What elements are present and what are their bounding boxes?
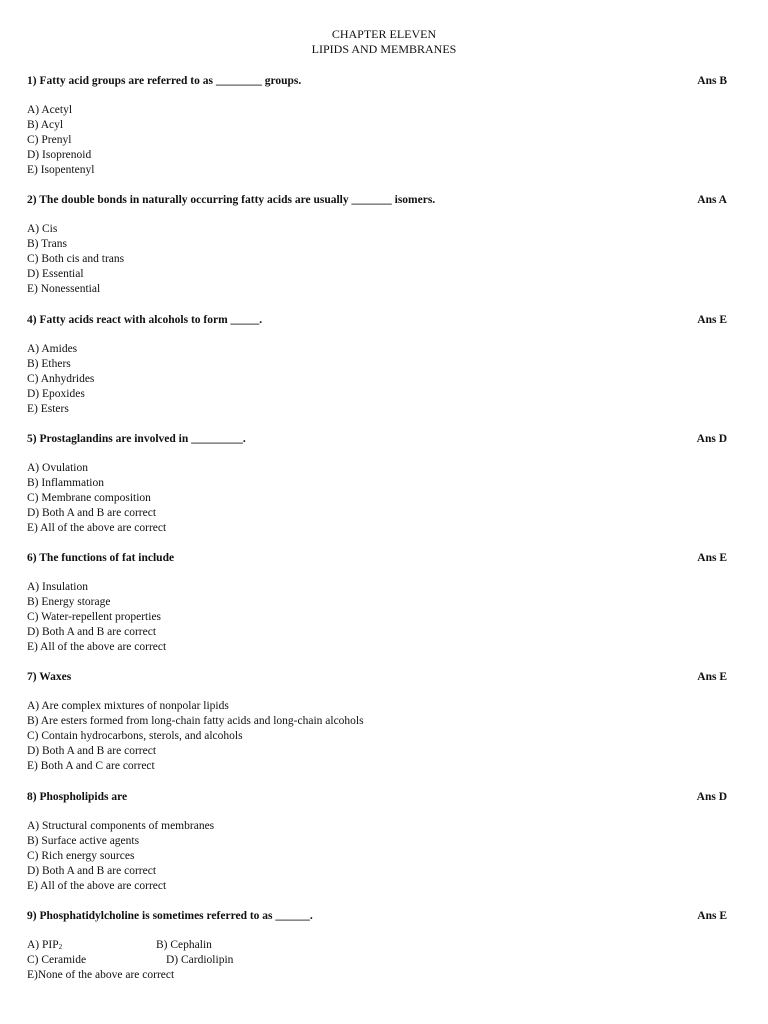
option: A) Insulation bbox=[27, 581, 89, 593]
option: C) Contain hydrocarbons, sterols, and alcohols bbox=[27, 730, 243, 742]
question-text: 6) The functions of fat include bbox=[27, 552, 175, 564]
option-e: E)None of the above are correct bbox=[27, 969, 175, 981]
question-6 bbox=[27, 550, 727, 655]
question-4 bbox=[27, 312, 727, 417]
answer-label: Ans E bbox=[697, 552, 727, 564]
answer-label: Ans E bbox=[697, 910, 727, 922]
option: D) Both A and B are correct bbox=[27, 507, 157, 519]
option: C) Both cis and trans bbox=[27, 253, 125, 265]
option: C) Membrane composition bbox=[27, 492, 151, 504]
answer-label: Ans D bbox=[696, 433, 727, 445]
question-text: 4) Fatty acids react with alcohols to form _____. bbox=[27, 314, 263, 326]
question-text: 5) Prostaglandins are involved in _________. bbox=[27, 433, 246, 445]
answer-label: Ans B bbox=[697, 75, 727, 87]
option: E) Both A and C are correct bbox=[27, 760, 155, 772]
options-list bbox=[27, 461, 727, 536]
option: A) Structural components of membranes bbox=[27, 820, 215, 832]
option: C) Anhydrides bbox=[27, 373, 95, 385]
options-list bbox=[27, 222, 727, 297]
option: E) Isopentenyl bbox=[27, 164, 95, 176]
option: B) Are esters formed from long-chain fatty acids and long-chain alcohols bbox=[27, 715, 364, 727]
options-list bbox=[27, 819, 727, 894]
chapter-subtitle: LIPIDS AND MEMBRANES bbox=[311, 42, 457, 56]
question-text: 7) Waxes bbox=[27, 671, 72, 683]
option: C) Water-repellent properties bbox=[27, 611, 162, 623]
options-list bbox=[27, 580, 727, 655]
options-list bbox=[27, 103, 727, 178]
option: B) Surface active agents bbox=[27, 835, 140, 847]
question-text: 2) The double bonds in naturally occurring fatty acids are usually _______ isomers. bbox=[27, 194, 436, 206]
answer-label: Ans E bbox=[697, 314, 727, 326]
option: C) Prenyl bbox=[27, 134, 72, 146]
option-d: D) Cardiolipin bbox=[166, 954, 234, 966]
options-list bbox=[27, 342, 727, 417]
option: C) Rich energy sources bbox=[27, 850, 135, 862]
option: A) Are complex mixtures of nonpolar lipids bbox=[27, 700, 229, 712]
subscript: 2 bbox=[58, 943, 63, 951]
option: A) Acetyl bbox=[27, 104, 73, 116]
option: B) Ethers bbox=[27, 358, 71, 370]
page-header bbox=[0, 27, 768, 57]
question-text: 8) Phospholipids are bbox=[27, 791, 128, 803]
option: B) Energy storage bbox=[27, 596, 111, 608]
option: E) Nonessential bbox=[27, 283, 101, 295]
question-text: 1) Fatty acid groups are referred to as ________ groups. bbox=[27, 75, 302, 87]
option: A) Ovulation bbox=[27, 462, 89, 474]
option: A) Cis bbox=[27, 223, 58, 235]
option: D) Isoprenoid bbox=[27, 149, 92, 161]
question-2 bbox=[27, 192, 727, 297]
options-list bbox=[27, 699, 727, 774]
option: D) Essential bbox=[27, 268, 84, 280]
option: B) Trans bbox=[27, 238, 67, 250]
chapter-title: CHAPTER ELEVEN bbox=[331, 27, 437, 41]
answer-label: Ans A bbox=[697, 194, 727, 206]
question-5 bbox=[27, 431, 727, 536]
option: D) Epoxides bbox=[27, 388, 85, 400]
question-text: 9) Phosphatidylcholine is sometimes referred to as ______. bbox=[27, 910, 313, 922]
option: E) All of the above are correct bbox=[27, 880, 167, 892]
answer-label: Ans D bbox=[696, 791, 727, 803]
options-list bbox=[27, 938, 727, 983]
option: D) Both A and B are correct bbox=[27, 745, 157, 757]
option-c: C) Ceramide bbox=[27, 954, 87, 966]
option: D) Both A and B are correct bbox=[27, 626, 157, 638]
option: B) Acyl bbox=[27, 119, 64, 131]
question-1 bbox=[27, 73, 727, 178]
answer-label: Ans E bbox=[697, 671, 727, 683]
option: E) All of the above are correct bbox=[27, 522, 167, 534]
option-a: A) $PIP_2$ bbox=[27, 939, 63, 951]
option: E) All of the above are correct bbox=[27, 641, 167, 653]
question-7 bbox=[27, 669, 727, 774]
option: A) Amides bbox=[27, 343, 78, 355]
option: B) Inflammation bbox=[27, 477, 104, 489]
option: E) Esters bbox=[27, 403, 69, 415]
option-b: B) Cephalin bbox=[156, 939, 212, 951]
option: D) Both A and B are correct bbox=[27, 865, 157, 877]
question-8 bbox=[27, 789, 727, 894]
question-9 bbox=[27, 908, 727, 983]
